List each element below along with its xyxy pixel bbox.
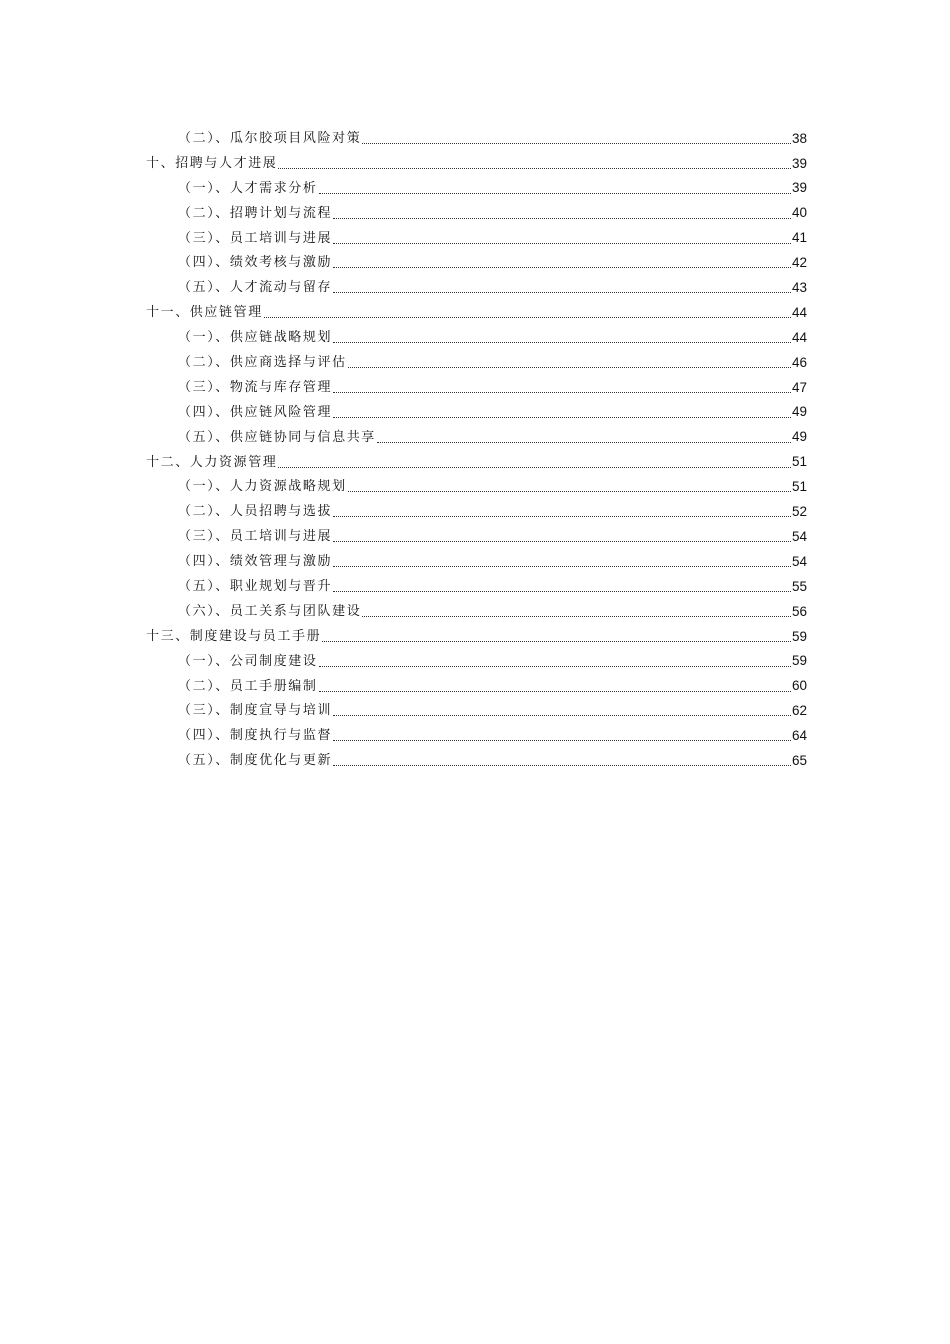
- toc-section-entry[interactable]: [0, 674, 950, 699]
- toc-dot-leader: [333, 292, 791, 293]
- toc-dot-leader: [333, 516, 791, 517]
- toc-entry-title: （五）、制度优化与更新: [178, 753, 333, 769]
- toc-chapter-entry[interactable]: [0, 450, 950, 475]
- toc-entry-page-number: 55: [791, 578, 807, 594]
- toc-entry-page-number: 52: [791, 504, 807, 520]
- toc-dot-leader: [333, 267, 791, 268]
- toc-entry-title: （二）、瓜尔胶项目风险对策: [178, 130, 362, 146]
- toc-entry-page-number: 42: [791, 255, 807, 271]
- toc-dot-leader: [362, 143, 791, 144]
- toc-dot-leader: [333, 218, 791, 219]
- toc-dot-leader: [264, 317, 791, 318]
- toc-section-entry[interactable]: [0, 723, 950, 748]
- toc-dot-leader: [333, 740, 791, 741]
- toc-entry-page-number: 65: [791, 752, 807, 768]
- toc-dot-leader: [278, 168, 791, 169]
- toc-dot-leader: [333, 765, 791, 766]
- toc-entry-title: （四）、绩效管理与激励: [178, 554, 333, 570]
- toc-entry-title: 十、招聘与人才进展: [146, 155, 278, 171]
- toc-dot-leader: [319, 691, 791, 692]
- toc-entry-page-number: 49: [791, 429, 807, 445]
- toc-entry-title: （四）、制度执行与监督: [178, 728, 333, 744]
- toc-chapter-entry[interactable]: [0, 624, 950, 649]
- toc-chapter-entry[interactable]: [0, 300, 950, 325]
- toc-section-entry[interactable]: [0, 425, 950, 450]
- toc-dot-leader: [377, 442, 791, 443]
- toc-section-entry[interactable]: [0, 250, 950, 275]
- toc-section-entry[interactable]: [0, 126, 950, 151]
- toc-entry-title: （二）、招聘计划与流程: [178, 205, 333, 221]
- toc-dot-leader: [333, 243, 791, 244]
- toc-entry-page-number: 51: [791, 454, 807, 470]
- toc-dot-leader: [333, 541, 791, 542]
- toc-dot-leader: [319, 666, 791, 667]
- toc-entry-page-number: 39: [791, 155, 807, 171]
- toc-section-entry[interactable]: [0, 599, 950, 624]
- toc-entry-page-number: 38: [791, 130, 807, 146]
- toc-dot-leader: [333, 715, 791, 716]
- toc-section-entry[interactable]: [0, 226, 950, 251]
- toc-section-entry[interactable]: [0, 325, 950, 350]
- toc-entry-title: （五）、职业规划与晋升: [178, 578, 333, 594]
- toc-entry-page-number: 60: [791, 678, 807, 694]
- toc-section-entry[interactable]: [0, 748, 950, 773]
- toc-section-entry[interactable]: [0, 375, 950, 400]
- toc-entry-title: （五）、人才流动与留存: [178, 280, 333, 296]
- toc-dot-leader: [348, 491, 791, 492]
- toc-entry-title: （四）、供应链风险管理: [178, 404, 333, 420]
- toc-entry-title: （五）、供应链协同与信息共享: [178, 429, 376, 445]
- toc-section-entry[interactable]: [0, 549, 950, 574]
- toc-entry-page-number: 56: [791, 603, 807, 619]
- toc-entry-title: （一）、人力资源战略规划: [178, 479, 347, 495]
- toc-entry-title: （四）、绩效考核与激励: [178, 255, 333, 271]
- toc-section-entry[interactable]: [0, 524, 950, 549]
- toc-entry-title: （三）、物流与库存管理: [178, 379, 333, 395]
- table-of-contents: [0, 126, 950, 773]
- toc-entry-page-number: 54: [791, 528, 807, 544]
- toc-section-entry[interactable]: [0, 698, 950, 723]
- toc-entry-page-number: 43: [791, 280, 807, 296]
- toc-dot-leader: [348, 367, 791, 368]
- toc-dot-leader: [278, 467, 791, 468]
- toc-dot-leader: [362, 616, 791, 617]
- toc-entry-page-number: 64: [791, 728, 807, 744]
- toc-entry-page-number: 44: [791, 329, 807, 345]
- toc-section-entry[interactable]: [0, 176, 950, 201]
- toc-entry-title: （六）、员工关系与团队建设: [178, 603, 362, 619]
- toc-entry-title: 十二、人力资源管理: [146, 454, 278, 470]
- toc-entry-title: 十三、制度建设与员工手册: [146, 628, 322, 644]
- toc-entry-page-number: 41: [791, 230, 807, 246]
- toc-section-entry[interactable]: [0, 400, 950, 425]
- toc-section-entry[interactable]: [0, 649, 950, 674]
- toc-entry-page-number: 39: [791, 180, 807, 196]
- toc-section-entry[interactable]: [0, 201, 950, 226]
- toc-entry-title: （一）、人才需求分析: [178, 180, 318, 196]
- toc-dot-leader: [333, 566, 791, 567]
- toc-entry-title: （三）、员工培训与进展: [178, 529, 333, 545]
- toc-section-entry[interactable]: [0, 574, 950, 599]
- toc-chapter-entry[interactable]: [0, 151, 950, 176]
- toc-entry-title: （一）、公司制度建设: [178, 653, 318, 669]
- toc-dot-leader: [322, 641, 791, 642]
- toc-entry-page-number: 47: [791, 379, 807, 395]
- toc-entry-page-number: 46: [791, 354, 807, 370]
- toc-dot-leader: [333, 591, 791, 592]
- toc-dot-leader: [333, 417, 791, 418]
- toc-entry-title: （二）、员工手册编制: [178, 678, 318, 694]
- toc-entry-page-number: 59: [791, 628, 807, 644]
- toc-dot-leader: [333, 342, 791, 343]
- toc-entry-title: （二）、供应商选择与评估: [178, 354, 347, 370]
- toc-section-entry[interactable]: [0, 474, 950, 499]
- toc-section-entry[interactable]: [0, 275, 950, 300]
- toc-section-entry[interactable]: [0, 350, 950, 375]
- toc-entry-page-number: 62: [791, 703, 807, 719]
- toc-entry-page-number: 49: [791, 404, 807, 420]
- toc-dot-leader: [333, 392, 791, 393]
- toc-entry-title: （二）、人员招聘与选拔: [178, 504, 333, 520]
- toc-entry-page-number: 54: [791, 553, 807, 569]
- toc-entry-page-number: 59: [791, 653, 807, 669]
- toc-entry-title: （三）、制度宣导与培训: [178, 703, 333, 719]
- toc-entry-page-number: 44: [791, 304, 807, 320]
- toc-entry-title: 十一、供应链管理: [146, 305, 263, 321]
- toc-entry-page-number: 51: [791, 479, 807, 495]
- toc-section-entry[interactable]: [0, 499, 950, 524]
- toc-entry-title: （三）、员工培训与进展: [178, 230, 333, 246]
- toc-dot-leader: [319, 193, 791, 194]
- toc-entry-page-number: 40: [791, 205, 807, 221]
- toc-entry-title: （一）、供应链战略规划: [178, 330, 333, 346]
